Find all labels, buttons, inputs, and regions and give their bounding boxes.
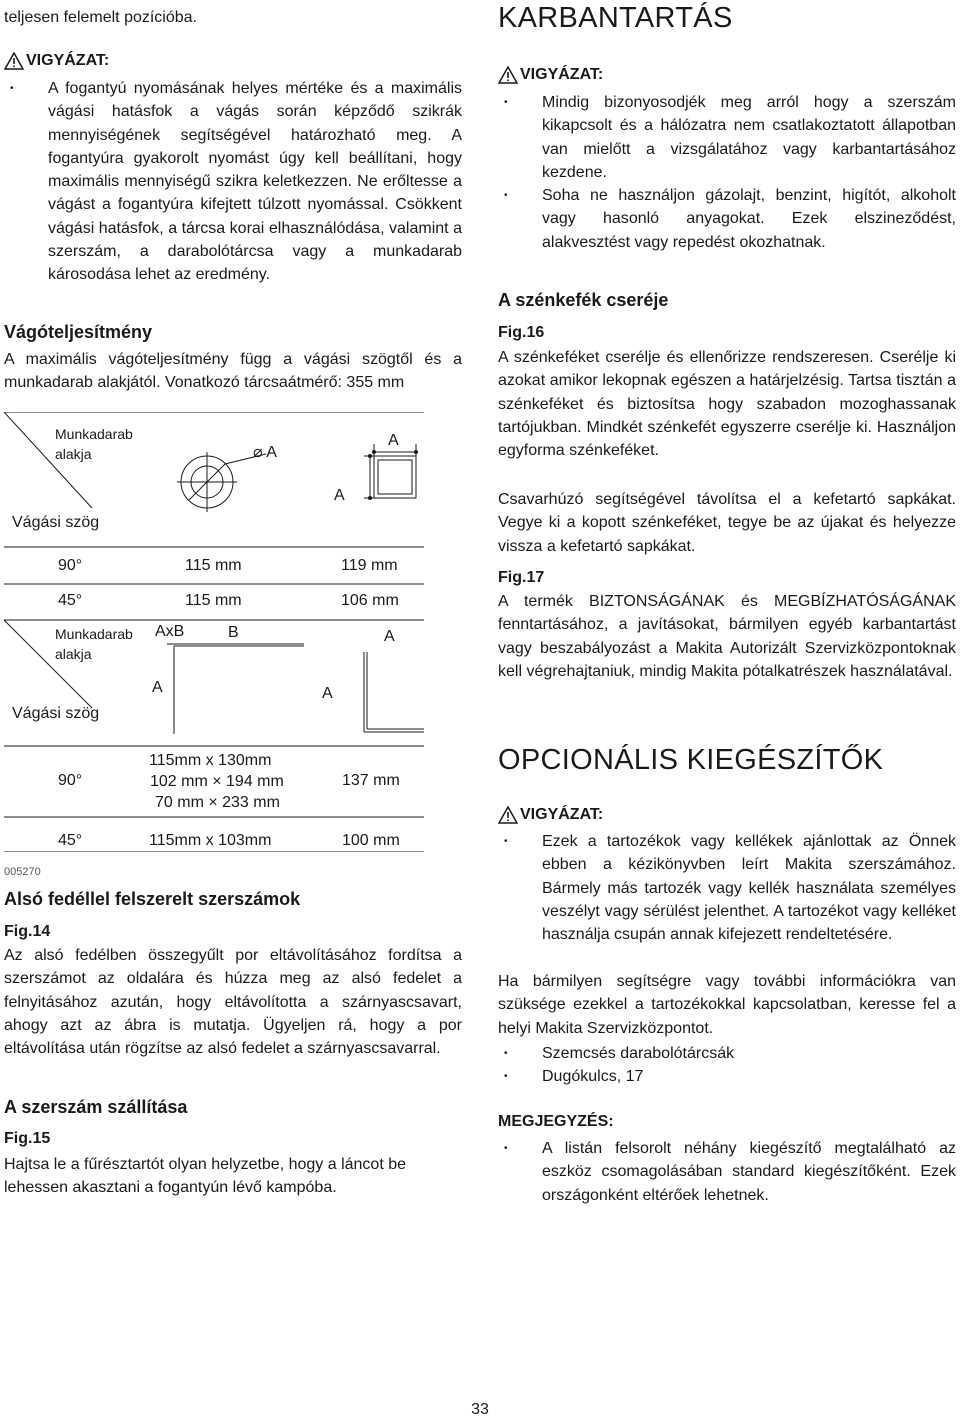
warning-list	[498, 91, 956, 254]
warning-icon	[498, 66, 518, 84]
warning-heading	[498, 804, 603, 826]
warning-label: VIGYÁZAT:	[520, 66, 604, 83]
square-width-label: A	[388, 432, 399, 449]
row-value-rect-1: 115mm x 130mm	[149, 752, 272, 769]
row-value-rect-2: 102 mm × 194 mm	[150, 773, 284, 790]
warning-item: • A fogantyú nyomásának helyes mértéke és a maximális vágási hatásfok a vágás során képződő szikrák mennyiségének segítségével határozható meg. A fogantyúra gyakorolt nyomást úgy kell beállítani, hogy maximális mennyiségű szikra keletkezzen. Ne erőltesse a vágást a fogantyúra kifejtett túlzott nyomással. Csökkent vágási hatásfok, a tárcsa korai elhasználódása, valamint a szerszám, a darabolótárcsa vagy a munkadarab károsodása lehet az eredmény.	[4, 77, 462, 287]
cutting-capacity-table	[4, 412, 424, 852]
section-text: Csavarhúzó segítségével távolítsa el a kefetartó sapkákat. Vegye ki a kopott szénkeféket, tegye be az újakat és helyezze vissza a kefetartó sapkákat.	[498, 491, 956, 555]
section-title: A szerszám szállítása	[4, 1097, 188, 1117]
warning-list	[4, 77, 462, 287]
section-title: Vágóteljesítmény	[4, 322, 153, 342]
row-value-rect-3: 70 mm × 233 mm	[155, 794, 280, 811]
section-title: A szénkefék cseréje	[498, 290, 669, 310]
row-angle: 45°	[58, 592, 83, 609]
note-list	[498, 1137, 956, 1207]
warning-label: VIGYÁZAT:	[26, 52, 110, 69]
row-value-square: 106 mm	[341, 592, 399, 609]
angle-a-left-label: A	[322, 685, 333, 702]
row-value-rect: 115mm x 103mm	[149, 832, 272, 849]
warning-item: • Soha ne használjon gázolajt, benzint, higítót, alkoholt vagy hasonló anyagokat. Ezek elszineződést, alakvesztést vagy repedést okozhatnak.	[498, 184, 956, 254]
rect-axb-label: AxB	[155, 623, 185, 640]
rect-b-label: B	[228, 624, 239, 641]
square-height-label: A	[334, 487, 345, 504]
section-text: A szénkeféket cserélje és ellenőrizze rendszeresen. Cserélje ki azokat amikor lekopnak egészen a határjelzésig. Tartsa tisztán a szénkeféket és biztosítsa hogy szabadon mozoghassanak tartójukban. Mindkét szénkefét egyszerre cserélje ki. Használjon egyforma szénkeféket.	[498, 349, 956, 460]
warning-icon	[498, 806, 518, 824]
figure-code: 005270	[4, 866, 41, 878]
header-shape-label: Munkadarab alakja	[55, 426, 133, 462]
warning-item: • Ezek a tartozékok vagy kellékek ajánlottak az Önnek ebben a kézikönyvben leírt Makita szerszámához. Bármely más tartozék vagy kellék használata személyes veszélyt vagy sérülést jelenthet. A tartozékot vagy kelléket használja csupán annak kifejezett rendeltetésére.	[498, 830, 956, 946]
note-heading: MEGJEGYZÉS:	[498, 1113, 614, 1130]
section-text: A maximális vágóteljesítmény függ a vágási szögtől és a munkadarab alakjától. Vonatkozó tárcsaátmérő: 355 mm	[4, 351, 462, 392]
warning-item: • Mindig bizonyosodjék meg arról hogy a szerszám kikapcsolt és a hálózatra nem csatlakoztatott állapotban van mielőtt a vizsgálatához vagy karbantartásához kezdene.	[498, 91, 956, 184]
row-angle: 90°	[58, 772, 83, 789]
header-angle-label: Vágási szög	[12, 705, 100, 722]
row-value-square: 119 mm	[341, 557, 398, 574]
figure-ref: Fig.17	[498, 569, 545, 586]
row-value-angle: 100 mm	[342, 832, 400, 849]
header-shape-label: Munkadarab alakja	[55, 626, 133, 662]
section-text: A termék BIZTONSÁGÁNAK és MEGBÍZHATÓSÁGÁNAK fenntartásához, a javításokat, bármilyen egyéb karbantartást vagy beszabályozást a Makita Autorizált Szervizközpontoknak kell végrehajtaniuk, mindig Makita pótalkatrészek használatával.	[498, 593, 956, 680]
row-value-round: 115 mm	[185, 557, 242, 574]
row-value-angle: 137 mm	[342, 772, 400, 789]
page-number: 33	[471, 1401, 489, 1418]
figure-ref: Fig.16	[498, 324, 545, 341]
warning-icon	[4, 52, 24, 70]
figure-ref: Fig.14	[4, 923, 51, 940]
section-text: Hajtsa le a fűrésztartót olyan helyzetbe, hogy a láncot be lehessen akasztani a fogantyún lévő kampóba.	[4, 1156, 407, 1197]
accessory-item: • Szemcsés darabolótárcsák	[498, 1042, 956, 1065]
accessories-title: OPCIONÁLIS KIEGÉSZÍTŐK	[498, 744, 884, 776]
angle-a-top-label: A	[384, 628, 395, 645]
row-angle: 90°	[58, 557, 83, 574]
warning-heading	[4, 50, 109, 72]
maintenance-title: KARBANTARTÁS	[498, 2, 733, 34]
header-angle-label: Vágási szög	[12, 514, 100, 531]
accessory-item: • Dugókulcs, 17	[498, 1065, 956, 1088]
section-text: Az alsó fedélben összegyűlt por eltávolításához fordítsa a szerszámot az oldalára és húzza meg az alsó fedelet a felnyitásához azután, hogy eltávolította a szárnyascsavart, ahogy azt az ábra is mutatja. Ügyeljen rá, hogy a por eltávolítása után rögzítse az alsó fedelet a szárnyascsavarral.	[4, 947, 462, 1058]
row-angle: 45°	[58, 832, 83, 849]
accessory-list	[498, 1042, 956, 1089]
row-value-round: 115 mm	[185, 592, 242, 609]
section-title: Alsó fedéllel felszerelt szerszámok	[4, 889, 301, 909]
top-line: teljesen felemelt pozícióba.	[4, 9, 197, 26]
warning-heading	[498, 64, 603, 86]
section-text: Ha bármilyen segítségre vagy további információkra van szüksége ezekkel a tartozékokkal kapcsolatban, keresse fel a helyi Makita Szervizközpontot.	[498, 973, 956, 1037]
diameter-label: ⌀ A	[253, 444, 277, 461]
rect-a-label: A	[152, 679, 163, 696]
warning-label: VIGYÁZAT:	[520, 806, 604, 823]
note-item: • A listán felsorolt néhány kiegészítő megtalálható az eszköz csomagolásában standard kiegészítőként. Ezek országonként eltérőek lehetnek.	[498, 1137, 956, 1207]
warning-list	[498, 830, 956, 946]
figure-ref: Fig.15	[4, 1130, 51, 1147]
